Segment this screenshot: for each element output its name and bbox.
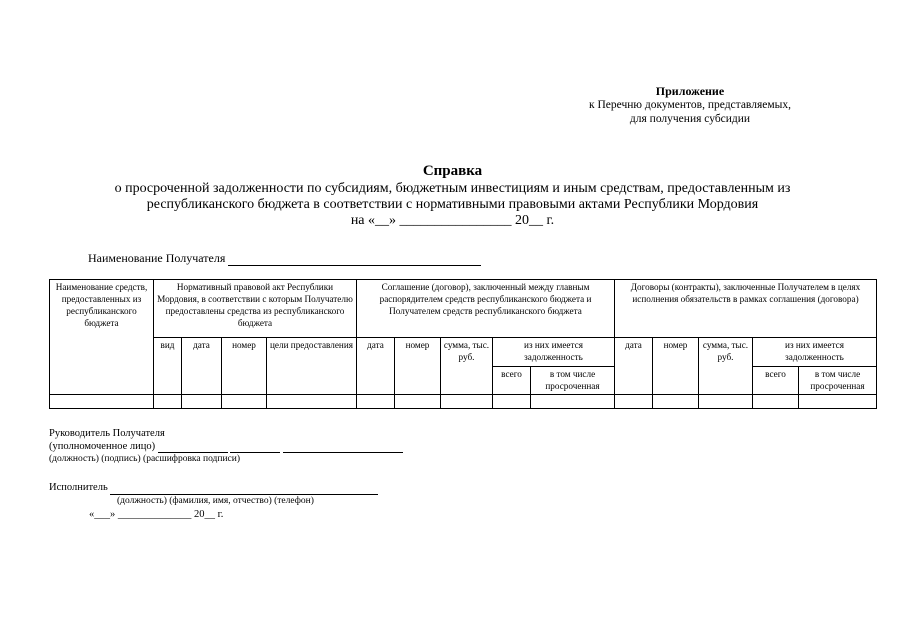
document-subtitle-1: о просроченной задолженности по субсидиям, бюджетным инвестициям и иным средствам, предоставленным из (114, 181, 791, 196)
executor-line (110, 484, 378, 495)
executor-block (49, 482, 378, 522)
act-col-number: номер (222, 338, 267, 395)
document-heading: Справка (422, 163, 483, 179)
con-col-number: номер (653, 338, 699, 395)
agr-col-date: дата (357, 338, 395, 395)
executor-caption: (должность) (фамилия, имя, отчество) (телефон) (117, 495, 314, 506)
agr-debt-overdue: в том числе просроченная (531, 367, 615, 395)
appendix-title: Приложение (655, 84, 725, 98)
act-col-purpose: цели предоставления (267, 338, 357, 395)
appendix-line-1: к Перечню документов, представляемых, (589, 99, 791, 111)
act-col-date: дата (182, 338, 222, 395)
table-row (50, 395, 877, 409)
executor-row: Исполнитель (49, 482, 378, 495)
debt-table (49, 279, 877, 409)
con-debt-total: всего (753, 367, 799, 395)
agr-col-sum: сумма, тыс. руб. (441, 338, 493, 395)
executor-date: «___» ______________ 20__ г. (89, 509, 224, 520)
table-cell[interactable] (493, 395, 531, 409)
document-title-block (60, 163, 845, 229)
con-debt-header: из них имеется задолженность (753, 338, 877, 367)
appendix-line-2: для получения субсидии (629, 113, 751, 125)
table-cell[interactable] (441, 395, 493, 409)
head-position-line (158, 442, 228, 453)
table-cell[interactable] (182, 395, 222, 409)
header-act: Нормативный правовой акт Республики Мордовия, в соответствии с которым Получателю предоставлены средства из республиканского бюджета (154, 280, 357, 338)
head-name-line (283, 442, 403, 453)
table-cell[interactable] (531, 395, 615, 409)
header-name: Наименование средств, предоставленных из республиканского бюджета (50, 280, 154, 395)
table-cell[interactable] (753, 395, 799, 409)
con-col-date: дата (615, 338, 653, 395)
head-sign-line (230, 442, 280, 453)
table-cell[interactable] (50, 395, 154, 409)
document-date-line: на «__» ________________ 20__ г. (350, 213, 555, 228)
table-cell[interactable] (357, 395, 395, 409)
header-contracts: Договоры (контракты), заключенные Получателем в целях исполнения обязательств в рамках соглашения (договора) (615, 280, 877, 338)
agr-debt-header: из них имеется задолженность (493, 338, 615, 367)
head-label-1: Руководитель Получателя (49, 428, 165, 439)
recipient-fill-line (228, 253, 481, 266)
agr-col-number: номер (395, 338, 441, 395)
table-cell[interactable] (222, 395, 267, 409)
con-debt-overdue: в том числе просроченная (799, 367, 877, 395)
table-cell[interactable] (267, 395, 357, 409)
table-cell[interactable] (799, 395, 877, 409)
con-col-sum: сумма, тыс. руб. (699, 338, 753, 395)
header-agreement: Соглашение (договор), заключенный между главным распорядителем средств республиканского бюджета и Получателем средств республиканского бюджета (357, 280, 615, 338)
table-cell[interactable] (395, 395, 441, 409)
table-cell[interactable] (653, 395, 699, 409)
agr-debt-total: всего (493, 367, 531, 395)
head-signature-block (49, 428, 403, 466)
head-label-2: (уполномоченное лицо) (49, 441, 403, 454)
head-caption: (должность) (подпись) (расшифровка подписи) (49, 454, 241, 464)
table-cell[interactable] (615, 395, 653, 409)
table-cell[interactable] (154, 395, 182, 409)
recipient-row (88, 251, 481, 266)
recipient-label: Наименование Получателя (88, 251, 226, 265)
appendix-block (560, 84, 820, 126)
document-subtitle-2: республиканского бюджета в соответствии с нормативными правовыми актами Республики Мордовия (146, 197, 759, 212)
act-col-type: вид (154, 338, 182, 395)
table-cell[interactable] (699, 395, 753, 409)
